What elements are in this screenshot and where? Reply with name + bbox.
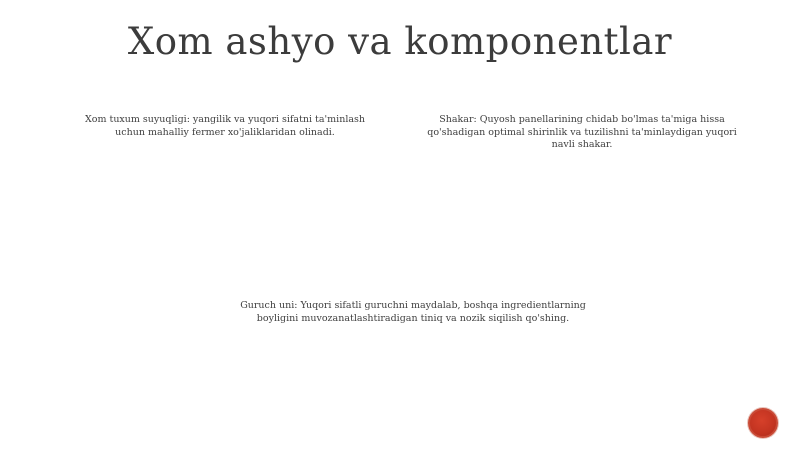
- red-circle-icon[interactable]: [748, 408, 778, 438]
- ingredient-text-rice-flour: Guruch uni: Yuqori sifatli guruchni maydalab, boshqa ingredientlarning boyligini muvozanatlashtiradigan tiniq va nozik siqilish qo'shing.: [240, 300, 586, 324]
- ingredient-text-sugar: Shakar: Quyosh panellarining chidab bo'lmas ta'miga hissa qo'shadigan optimal shirinlik va tuzilishni ta'minlaydigan yuqori navli shakar.: [427, 114, 737, 150]
- ingredient-text-egg: Xom tuxum suyuqligi: yangilik va yuqori sifatni ta'minlash uchun mahalliy fermer xo'jaliklaridan olinadi.: [84, 114, 366, 138]
- slide-title: Xom ashyo va komponentlar: [127, 20, 673, 63]
